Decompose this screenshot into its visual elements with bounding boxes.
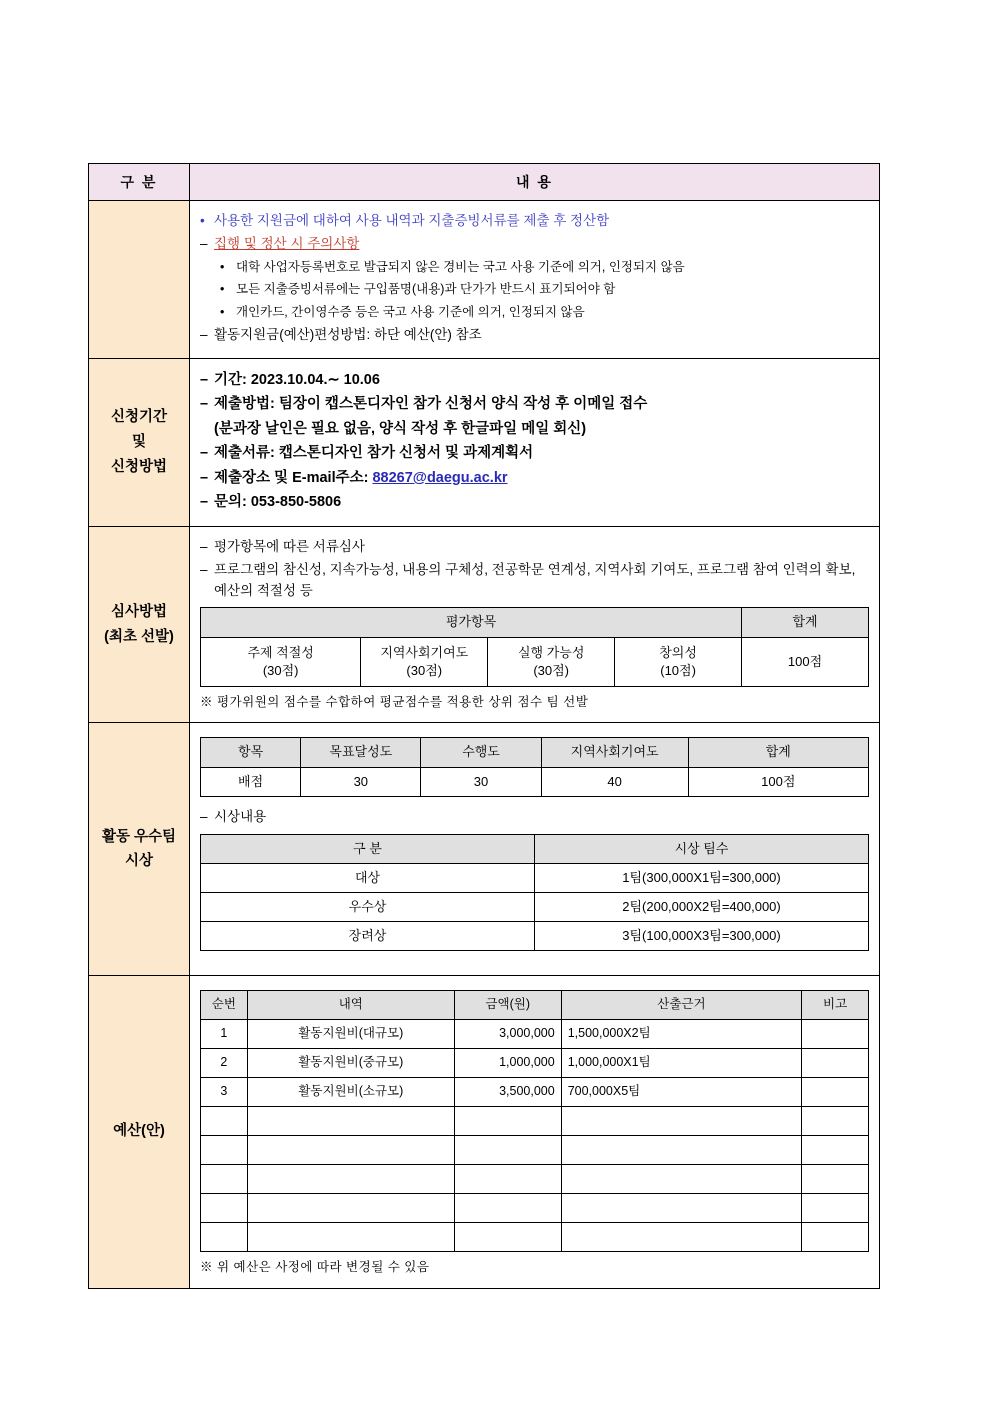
budget-amount bbox=[454, 1107, 561, 1136]
budget-basis bbox=[561, 1107, 801, 1136]
budget-table bbox=[200, 990, 869, 1252]
row-content-budget bbox=[190, 976, 880, 1288]
table-row bbox=[89, 358, 880, 526]
award-grade: 장려상 bbox=[201, 921, 535, 950]
table-row bbox=[201, 1107, 869, 1136]
score-value: 30 bbox=[301, 767, 421, 796]
table-row bbox=[89, 723, 880, 976]
label-line: 신청방법 bbox=[110, 458, 168, 475]
bullet-dot-icon: • bbox=[220, 304, 225, 319]
budget-item bbox=[247, 1136, 454, 1165]
bullet-dot-icon: • bbox=[220, 259, 225, 274]
evaluation-note: ※ 평가위원의 점수를 수합하여 평균점수를 적용한 상위 점수 팀 선발 bbox=[200, 694, 589, 709]
score-header: 목표달성도 bbox=[301, 738, 421, 767]
list-item: – 제출방법: 팀장이 캡스톤디자인 참가 신청서 양식 작성 후 이메일 접수 bbox=[200, 393, 869, 415]
table-row bbox=[201, 834, 869, 863]
budget-item: 활동지원비(대규모) bbox=[247, 1020, 454, 1049]
budget-basis: 1,000,000X1팀 bbox=[561, 1049, 801, 1078]
row-content-application bbox=[190, 358, 880, 526]
dash-icon: – bbox=[200, 494, 209, 511]
list-item: – 기간: 2023.10.04.∼ 10.06 bbox=[200, 369, 869, 391]
budget-no bbox=[201, 1107, 248, 1136]
dash-icon: – bbox=[200, 538, 208, 554]
table-row bbox=[201, 1078, 869, 1107]
label-line: 신청기간 bbox=[110, 409, 168, 426]
budget-no bbox=[201, 1136, 248, 1165]
table-row bbox=[201, 991, 869, 1020]
budget-memo bbox=[802, 1107, 869, 1136]
budget-basis: 700,000X5팀 bbox=[561, 1078, 801, 1107]
row-label-evaluation bbox=[89, 526, 190, 723]
budget-basis bbox=[561, 1223, 801, 1252]
list-item: – 제출장소 및 E-mail주소: 88267@daegu.ac.kr bbox=[200, 467, 869, 489]
score-header: 합계 bbox=[688, 738, 868, 767]
table-row bbox=[201, 637, 869, 686]
table-row bbox=[201, 608, 869, 637]
table-row bbox=[89, 976, 880, 1288]
award-header: 구 분 bbox=[201, 834, 535, 863]
header-content-cell: 내 용 bbox=[190, 164, 880, 201]
budget-memo bbox=[802, 1136, 869, 1165]
list-item: • 사용한 지원금에 대하여 사용 내역과 지출증빙서류를 제출 후 정산함 bbox=[200, 211, 869, 232]
score-value: 100점 bbox=[688, 767, 868, 796]
label-line: 시상 bbox=[124, 853, 153, 870]
budget-item bbox=[247, 1107, 454, 1136]
list-item: – 시상내용 bbox=[200, 807, 869, 828]
budget-header: 순번 bbox=[201, 991, 248, 1020]
score-header: 항목 bbox=[201, 738, 301, 767]
budget-no: 2 bbox=[201, 1049, 248, 1078]
list-item: – 문의: 053-850-5806 bbox=[200, 491, 869, 513]
budget-no bbox=[201, 1194, 248, 1223]
score-row-label: 배점 bbox=[201, 767, 301, 796]
table-row bbox=[201, 1136, 869, 1165]
budget-basis bbox=[561, 1194, 801, 1223]
label-line: 및 bbox=[131, 433, 146, 450]
budget-memo bbox=[802, 1165, 869, 1194]
list-item: (분과장 날인은 필요 없음, 양식 작성 후 한글파일 메일 회신) bbox=[214, 420, 587, 437]
budget-memo bbox=[802, 1223, 869, 1252]
eval-item-cell: 지역사회기여도 (30점) bbox=[361, 637, 488, 686]
table-row bbox=[201, 921, 869, 950]
table-row bbox=[89, 526, 880, 723]
dash-icon: – bbox=[200, 469, 209, 486]
dash-icon: – bbox=[200, 326, 208, 342]
dash-icon: – bbox=[200, 235, 208, 251]
eval-item-cell: 창의성 (10점) bbox=[615, 637, 742, 686]
table-row bbox=[201, 1194, 869, 1223]
budget-amount bbox=[454, 1165, 561, 1194]
budget-note: ※ 위 예산은 사정에 따라 변경될 수 있음 bbox=[200, 1260, 430, 1275]
table-row bbox=[201, 1165, 869, 1194]
award-count: 1팀(300,000X1팀=300,000) bbox=[535, 863, 869, 892]
score-value: 30 bbox=[421, 767, 541, 796]
budget-item bbox=[247, 1194, 454, 1223]
budget-no bbox=[201, 1165, 248, 1194]
table-row bbox=[201, 767, 869, 796]
label-line: (최초 선발) bbox=[104, 628, 174, 645]
bullet-dot-icon: • bbox=[220, 282, 225, 297]
dash-icon: – bbox=[200, 371, 209, 388]
eval-item-cell: 주제 적절성 (30점) bbox=[201, 637, 361, 686]
row-content-award bbox=[190, 723, 880, 976]
table-row bbox=[201, 738, 869, 767]
budget-memo bbox=[802, 1049, 869, 1078]
budget-header: 금액(원) bbox=[454, 991, 561, 1020]
budget-item bbox=[247, 1223, 454, 1252]
dash-icon: – bbox=[200, 445, 209, 462]
row-label-award bbox=[89, 723, 190, 976]
award-table bbox=[200, 834, 869, 952]
list-item: – 프로그램의 참신성, 지속가능성, 내용의 구체성, 전공학문 연계성, 지역사회 기여도, 프로그램 참여 인력의 확보, 예산의 적절성 등 bbox=[200, 561, 856, 598]
dash-icon: – bbox=[200, 561, 208, 577]
budget-item: 활동지원비(소규모) bbox=[247, 1078, 454, 1107]
budget-memo bbox=[802, 1020, 869, 1049]
list-item: – 활동지원금(예산)편성방법: 하단 예산(안) 참조 bbox=[200, 325, 869, 346]
row-label-settlement bbox=[89, 201, 190, 359]
table-row bbox=[201, 863, 869, 892]
table-header-row bbox=[89, 164, 880, 201]
score-header: 지역사회기여도 bbox=[541, 738, 688, 767]
row-label-application bbox=[89, 358, 190, 526]
spacer bbox=[200, 955, 869, 965]
row-label-budget bbox=[89, 976, 190, 1288]
list-item: – 평가항목에 따른 서류심사 bbox=[200, 537, 869, 558]
budget-amount: 1,000,000 bbox=[454, 1049, 561, 1078]
email-link[interactable]: 88267@daegu.ac.kr bbox=[372, 469, 508, 486]
award-grade: 우수상 bbox=[201, 892, 535, 921]
table-row bbox=[201, 1049, 869, 1078]
score-table bbox=[200, 737, 869, 796]
budget-amount bbox=[454, 1194, 561, 1223]
table-row bbox=[201, 1020, 869, 1049]
budget-amount bbox=[454, 1223, 561, 1252]
award-header: 시상 팀수 bbox=[535, 834, 869, 863]
budget-header: 내역 bbox=[247, 991, 454, 1020]
bullet-dot-icon: • bbox=[200, 213, 205, 228]
budget-item: 활동지원비(중규모) bbox=[247, 1049, 454, 1078]
main-table bbox=[88, 163, 880, 1289]
list-item: • 모든 지출증빙서류에는 구입품명(내용)과 단가가 반드시 표기되어야 함 bbox=[200, 280, 869, 299]
list-item: – 제출서류: 캡스톤디자인 참가 신청서 및 과제계획서 bbox=[200, 442, 869, 464]
budget-memo bbox=[802, 1194, 869, 1223]
eval-total-header: 합계 bbox=[742, 608, 869, 637]
table-row bbox=[201, 892, 869, 921]
budget-memo bbox=[802, 1078, 869, 1107]
list-item: – 집행 및 정산 시 주의사항 bbox=[200, 234, 869, 255]
budget-basis bbox=[561, 1136, 801, 1165]
budget-no: 3 bbox=[201, 1078, 248, 1107]
budget-amount bbox=[454, 1136, 561, 1165]
label-line: 예산(안) bbox=[113, 1123, 165, 1140]
score-value: 40 bbox=[541, 767, 688, 796]
eval-total-value: 100점 bbox=[742, 637, 869, 686]
dash-icon: – bbox=[200, 808, 208, 824]
table-row bbox=[89, 201, 880, 359]
list-item: • 개인카드, 간이영수증 등은 국고 사용 기준에 의거, 인정되지 않음 bbox=[200, 303, 869, 322]
label-line: 심사방법 bbox=[110, 603, 168, 620]
list-item: • 대학 사업자등록번호로 발급되지 않은 경비는 국고 사용 기준에 의거, 인정되지 않음 bbox=[200, 258, 869, 277]
header-label-cell: 구 분 bbox=[89, 164, 190, 201]
award-grade: 대상 bbox=[201, 863, 535, 892]
eval-group-header: 평가항목 bbox=[201, 608, 742, 637]
budget-amount: 3,500,000 bbox=[454, 1078, 561, 1107]
score-header: 수행도 bbox=[421, 738, 541, 767]
budget-header: 비고 bbox=[802, 991, 869, 1020]
budget-header: 산출근거 bbox=[561, 991, 801, 1020]
award-count: 2팀(200,000X2팀=400,000) bbox=[535, 892, 869, 921]
dash-icon: – bbox=[200, 396, 209, 413]
budget-no bbox=[201, 1223, 248, 1252]
evaluation-table bbox=[200, 607, 869, 687]
budget-basis bbox=[561, 1165, 801, 1194]
table-row bbox=[201, 1223, 869, 1252]
row-content-evaluation bbox=[190, 526, 880, 723]
label-line: 활동 우수팀 bbox=[101, 828, 177, 845]
eval-item-cell: 실행 가능성 (30점) bbox=[488, 637, 615, 686]
row-content-settlement bbox=[190, 201, 880, 359]
budget-basis: 1,500,000X2팀 bbox=[561, 1020, 801, 1049]
award-count: 3팀(100,000X3팀=300,000) bbox=[535, 921, 869, 950]
budget-item bbox=[247, 1165, 454, 1194]
budget-no: 1 bbox=[201, 1020, 248, 1049]
budget-amount: 3,000,000 bbox=[454, 1020, 561, 1049]
